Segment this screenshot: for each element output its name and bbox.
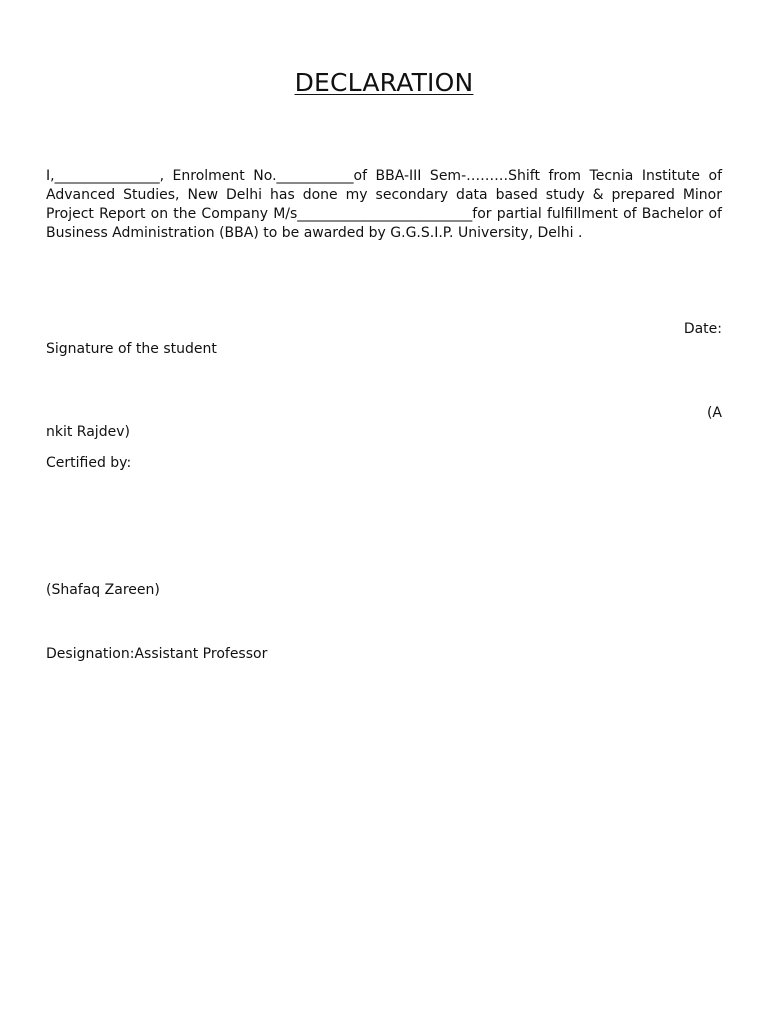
certifier-name: (Shafaq Zareen)	[46, 582, 160, 598]
certified-by-label: Certified by:	[46, 455, 132, 471]
signature-label: Signature of the student	[46, 341, 217, 357]
page-title: DECLARATION	[294, 68, 474, 97]
designation: Designation:Assistant Professor	[46, 646, 268, 662]
student-name-open: (A	[706, 405, 722, 421]
date-label: Date:	[683, 321, 722, 337]
declaration-paragraph: I,_______________, Enrolment No.___________of BBA-III Sem-………Shift from Tecnia Institute of Advanced Studies, New Delhi has done my secondary data based study & prepared Minor Project Report on the Company M/s_________________________for partial fulfillment of Bachelor of Business Administration (BBA) to be awarded by G.G.S.I.P. University, Delhi .	[46, 168, 722, 241]
student-name-rest: nkit Rajdev)	[46, 424, 130, 440]
